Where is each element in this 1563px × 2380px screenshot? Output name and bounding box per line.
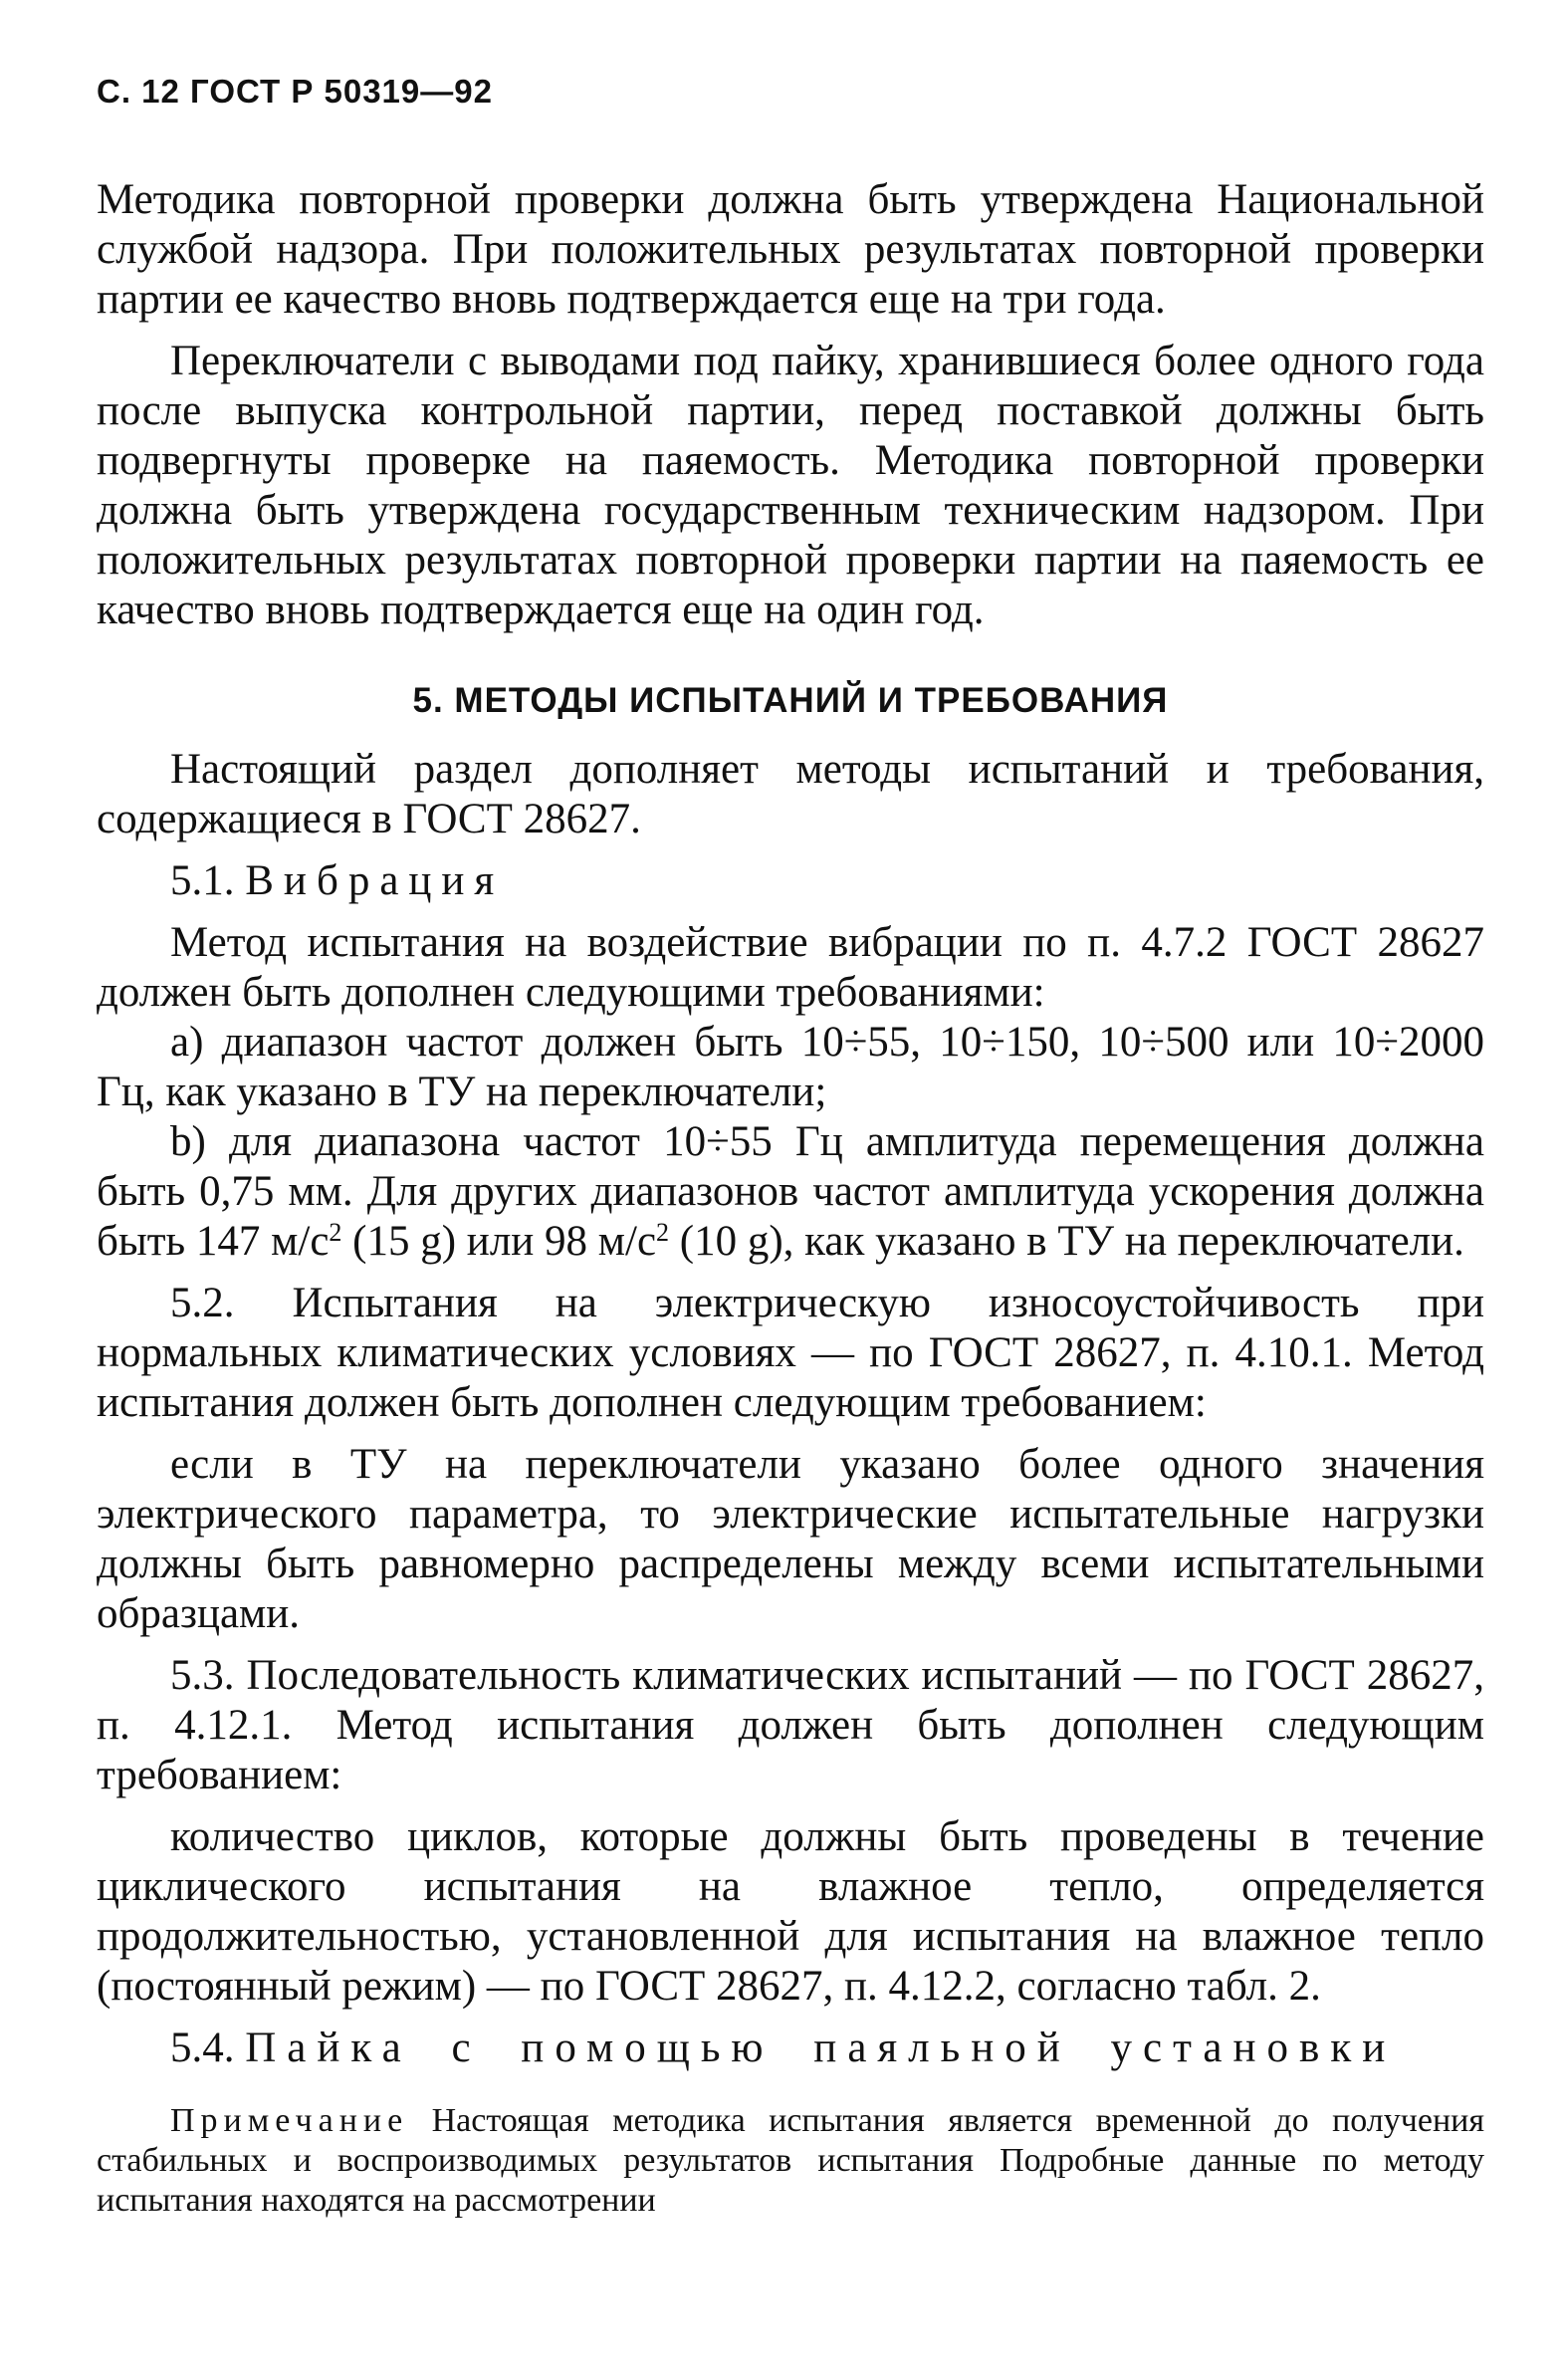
list-item-b [97,1117,1484,1267]
subsection-number: 5.4. [170,2024,235,2071]
list-item-b-text-2: (15 g) или 98 м/с [341,1218,657,1265]
subsection-5-1-heading [97,856,1484,906]
subsection-5-4-heading [97,2023,1484,2073]
subsection-number: 5.1. [170,857,235,904]
section-title: 5. МЕТОДЫ ИСПЫТАНИЙ И ТРЕБОВАНИЯ [412,681,1169,720]
spacer [97,1267,1484,1279]
spacer [97,1428,1484,1440]
spacer [97,2012,1484,2023]
list-item-b-text-1: b) для диапазона частот 10÷55 Гц амплитуда перемещения должна быть 0,75 мм. Для других диапазонов частот амплитуда ускорения должна быть 147 м/с [97,1118,1484,1265]
paragraph-repeat-check-method: Методика повторной проверки должна быть утверждена Национальной службой надзора. При положительных результатах повторной проверки партии ее качество вновь подтверждается еще на три года. [97,176,1484,323]
note-label: Примечание [170,2102,409,2139]
section-intro: Настоящий раздел дополняет методы испытаний и требования, содержащиеся в ГОСТ 28627. [97,746,1484,842]
list-item-b-text-3: (10 g), как указано в ТУ на переключатели. [669,1218,1464,1265]
paragraph-solder-switches: Переключатели с выводами под пайку, хранившиеся более одного года после выпуска контрольной партии, перед поставкой должны быть подвергнуты проверке на паяемость. Методика повторной проверки должна быть утверждена государственным техническим надзором. При положительных результатах повторной проверки партии на паяемость ее качество вновь подтверждается еще на один год. [97,338,1484,633]
spacer [97,906,1484,918]
subsection-title: Пайка с помощью паяльной установки [245,2024,1397,2071]
subsection-title: Вибрация [245,857,505,904]
superscript: 2 [656,1218,670,1247]
subsection-5-2-text: 5.2. Испытания на электрическую износоустойчивость при нормальных климатических условиях — по ГОСТ 28627, п. 4.10.1. Метод испытания должен быть дополнен следующим требованием: [97,1280,1484,1426]
superscript: 2 [329,1218,342,1247]
document-page [97,72,1484,2221]
spacer [97,844,1484,856]
vibration-method-text: Метод испытания на воздействие вибрации по п. 4.7.2 ГОСТ 28627 должен быть дополнен следующими требованиями: [97,919,1484,1016]
spacer [97,1639,1484,1651]
note-text: Настоящая методика испытания является временной до получения стабильных и воспроизводимых результатов испытания Подробные данные по методу испытания находятся на рассмотрении [97,2102,1484,2219]
note [97,2101,1484,2221]
spacer [97,325,1484,337]
spacer [97,1800,1484,1812]
subsection-5-3-text: 5.3. Последовательность климатических испытаний — по ГОСТ 28627, п. 4.12.1. Метод испытания должен быть дополнен следующим требованием: [97,1652,1484,1798]
page-header: С. 12 ГОСТ Р 50319—92 [97,73,493,110]
subsection-5-3-requirement: количество циклов, которые должны быть проведены в течение циклического испытания на влажное тепло, определяется продолжительностью, установленной для испытания на влажное тепло (постоянный режим) — по ГОСТ 28627, п. 4.12.2, согласно табл. 2. [97,1813,1484,2010]
list-item-a: а) диапазон частот должен быть 10÷55, 10÷150, 10÷500 или 10÷2000 Гц, как указано в ТУ на переключатели; [97,1019,1484,1115]
subsection-5-2-requirement: если в ТУ на переключатели указано более одного значения электрического параметра, то электрические испытательные нагрузки должны быть равномерно распределены между всеми испытательными образцами. [97,1441,1484,1637]
